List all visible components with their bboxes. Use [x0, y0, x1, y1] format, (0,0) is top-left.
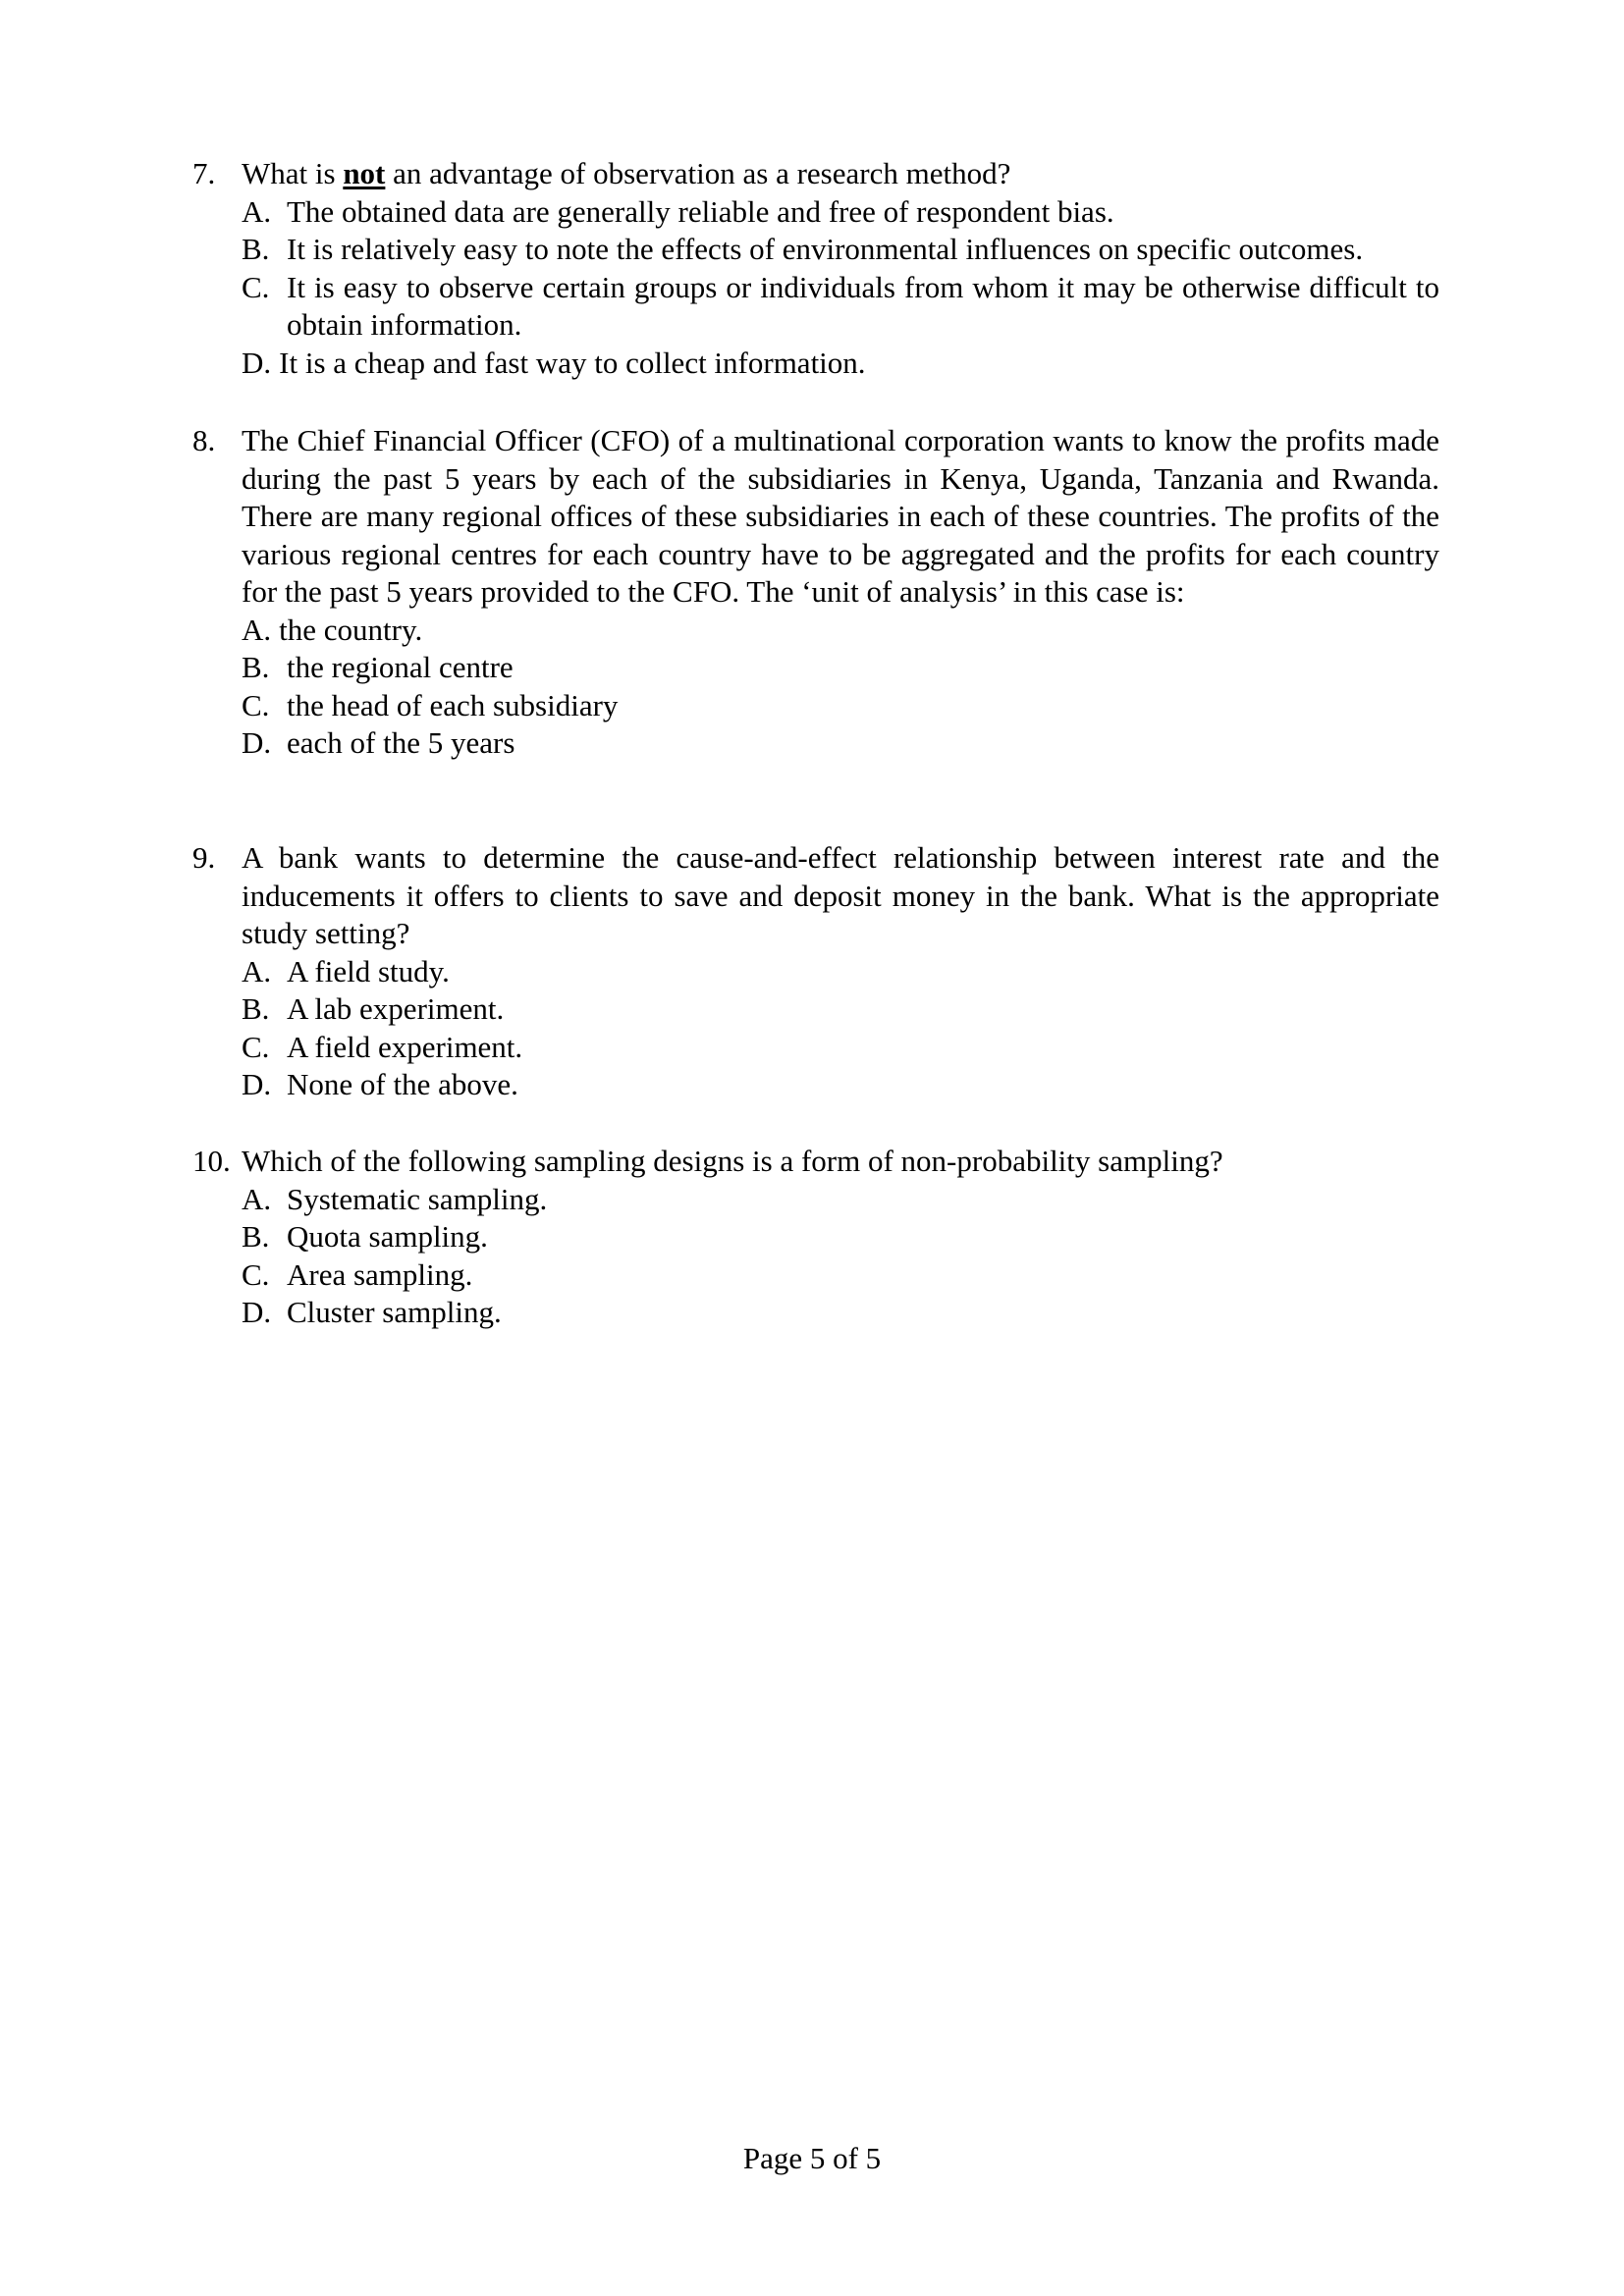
emphasis-word: not — [343, 156, 386, 190]
option-text: Quota sampling. — [287, 1219, 488, 1254]
option-text: each of the 5 years — [287, 725, 515, 760]
option-letter: A. — [242, 612, 272, 647]
option-c — [192, 1256, 1439, 1295]
page-number: Page 5 of 5 — [742, 2141, 882, 2175]
option-letter: C. — [242, 1256, 270, 1292]
question-text-part: an advantage of observation as a research method? — [385, 156, 1011, 190]
option-letter: D. — [242, 725, 272, 760]
option-b — [192, 231, 1439, 269]
question-stem — [192, 155, 1439, 193]
option-d — [192, 724, 1439, 763]
option-a — [192, 612, 1439, 650]
option-list — [192, 953, 1439, 1104]
question-stem — [192, 839, 1439, 953]
question-number: 9. — [192, 840, 216, 875]
option-d — [192, 1066, 1439, 1104]
option-text: None of the above. — [287, 1067, 518, 1101]
question-text: Which of the following sampling designs is a form of non-probability sampling? — [242, 1144, 1223, 1178]
option-b — [192, 649, 1439, 687]
option-a — [192, 953, 1439, 991]
option-letter: A. — [242, 953, 272, 988]
question-7 — [192, 155, 1439, 382]
option-letter: B. — [242, 232, 270, 266]
option-letter: D. — [242, 1067, 272, 1101]
question-number: 8. — [192, 423, 216, 457]
question-text-part: What is — [242, 156, 344, 190]
option-list — [192, 612, 1439, 763]
option-letter: B. — [242, 1219, 270, 1254]
option-text: Area sampling. — [287, 1256, 473, 1292]
option-b — [192, 1218, 1439, 1256]
option-text: Cluster sampling. — [287, 1295, 502, 1329]
option-text: It is a cheap and fast way to collect information. — [279, 345, 866, 380]
option-c — [192, 1029, 1439, 1067]
question-stem — [192, 422, 1439, 612]
option-text: A field study. — [287, 953, 450, 988]
question-text: The Chief Financial Officer (CFO) of a multinational corporation wants to know the profits made during the past 5 years by each of the subsidiaries in Kenya, Uganda, Tanzania and Rwanda. There are many regional offices of these subsidiaries in each of these countries. The profits of the various regional centres for each country have to be aggregated and the profits for each country for the past 5 years provided to the CFO. The ‘unit of analysis’ in this case is: — [242, 423, 1439, 609]
option-text: It is relatively easy to note the effects of environmental influences on specific outcomes. — [287, 232, 1364, 266]
option-letter: D. — [242, 345, 272, 380]
option-text: It is easy to observe certain groups or individuals from whom it may be otherwise difficult to obtain information. — [287, 269, 1439, 342]
question-number: 7. — [192, 156, 216, 190]
option-list — [192, 193, 1439, 383]
option-c — [192, 687, 1439, 725]
option-letter: B. — [242, 650, 270, 684]
option-letter: A. — [242, 1181, 272, 1216]
question-10 — [192, 1143, 1439, 1332]
option-text: the head of each subsidiary — [287, 687, 619, 722]
question-stem — [192, 1143, 1439, 1181]
option-text: A lab experiment. — [287, 991, 505, 1026]
question-8 — [192, 422, 1439, 763]
question-text — [242, 155, 1439, 193]
option-letter: C. — [242, 269, 270, 304]
option-d — [192, 345, 1439, 383]
question-9 — [192, 839, 1439, 1104]
option-text: Systematic sampling. — [287, 1181, 548, 1216]
question-text: A bank wants to determine the cause-and-effect relationship between interest rate and the inducements it offers to clients to save and deposit money in the bank. What is the appropriate study setting? — [242, 840, 1439, 950]
option-text: the regional centre — [287, 650, 514, 684]
option-text: the country. — [279, 612, 423, 647]
option-letter: B. — [242, 991, 270, 1026]
option-text: The obtained data are generally reliable and free of respondent bias. — [287, 193, 1114, 229]
question-number: 10. — [192, 1144, 231, 1178]
option-list — [192, 1181, 1439, 1332]
option-letter: C. — [242, 1029, 270, 1064]
option-d — [192, 1294, 1439, 1332]
option-letter: C. — [242, 687, 270, 722]
option-letter: A. — [242, 193, 272, 229]
option-a — [192, 1181, 1439, 1219]
option-b — [192, 990, 1439, 1029]
option-c — [192, 269, 1439, 345]
option-letter: D. — [242, 1295, 272, 1329]
option-text: A field experiment. — [287, 1029, 523, 1064]
option-a — [192, 193, 1439, 232]
